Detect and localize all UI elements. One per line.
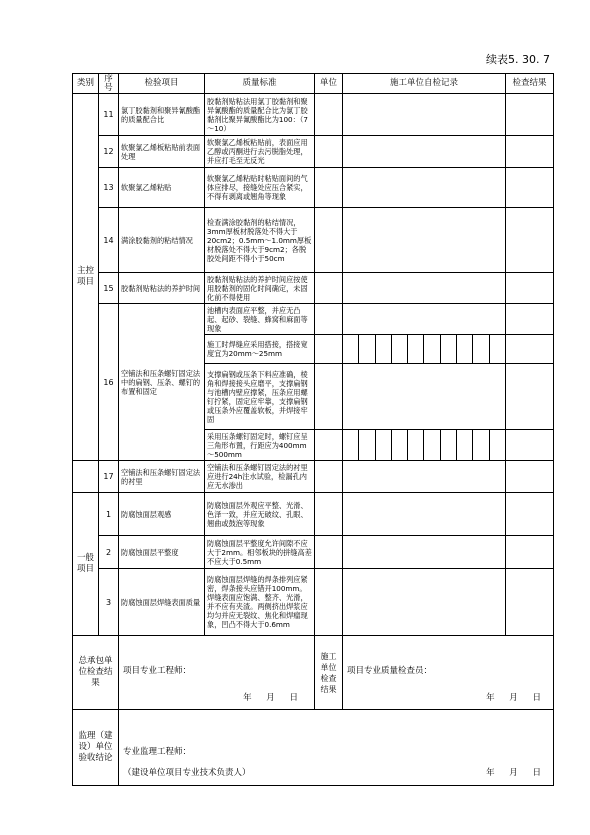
unit-cell[interactable] xyxy=(315,569,343,636)
unit-cell[interactable] xyxy=(315,168,343,208)
record-cell[interactable] xyxy=(343,536,506,569)
supervisor-label: 监理（建设）单位验收结论 xyxy=(73,710,119,786)
general-label: 一般 项目 xyxy=(73,493,99,636)
item-cell: 空铺法和压条螺钉固定法的衬里 xyxy=(119,461,205,493)
record-cell[interactable] xyxy=(343,168,506,208)
standard-cell: 软聚氯乙烯板粘贴前，表面应用乙醇或丙酮进行去污脱脂处理，并应打毛至无反光 xyxy=(205,136,315,168)
standard-cell: 检查满涂胶黏剂的粘结情况，3mm厚板材脱落处不得大于20cm2；0.5mm～1.0mm厚板材脱落处不得大于9cm2；各脱胶处间距不得小于50cm xyxy=(205,208,315,273)
item-cell: 满涂胶黏剂的粘结情况 xyxy=(119,208,205,273)
record-cell[interactable] xyxy=(343,569,506,636)
construction-sign-cell[interactable] xyxy=(343,636,554,710)
seq-cell: 15 xyxy=(99,273,119,304)
table-row xyxy=(73,273,554,304)
table-row xyxy=(73,493,554,536)
unit-cell[interactable] xyxy=(315,94,343,136)
standard-cell: 防腐蚀面层平整度允许间隙不应大于2mm。相邻板块的拼缝高差不应大于0.5mm xyxy=(205,536,315,569)
standard-cell: 防腐蚀面层焊缝的焊条排列应紧密，焊条接头应错开100mm。焊缝表面应饱满、整齐、光滑，并不应有夹渣。两侧挤出焊浆应均匀并应无裂纹、焦化和焊瘤现象，凹凸不得大于0.6mm xyxy=(205,569,315,636)
table-caption: 续表5. 30. 7 xyxy=(486,53,550,66)
unit-cell[interactable] xyxy=(315,430,343,461)
result-cell[interactable] xyxy=(506,364,554,430)
table-row xyxy=(73,304,554,335)
item-cell: 防腐蚀面层平整度 xyxy=(119,536,205,569)
result-cell[interactable] xyxy=(506,493,554,536)
header-standard: 质量标准 xyxy=(205,74,315,94)
unit-cell[interactable] xyxy=(315,364,343,430)
table-row xyxy=(73,208,554,273)
record-cell[interactable] xyxy=(343,304,506,335)
unit-cell[interactable] xyxy=(315,136,343,168)
unit-cell[interactable] xyxy=(315,493,343,536)
standard-cell: 支撑扁钢或压条下料应准确，棱角和焊接接头应磨平，支撑扁钢与池槽内壁应撑紧，压条应用螺钉拧紧，固定应牢靠，支撑扁钢或压条外应覆盖软板，并焊接牢固 xyxy=(205,364,315,430)
item-cell: 氯丁胶黏剂和聚异氰酸酯的质量配合比 xyxy=(119,94,205,136)
result-cell[interactable] xyxy=(506,136,554,168)
record-cell[interactable] xyxy=(343,136,506,168)
record-cell[interactable] xyxy=(343,273,506,304)
standard-cell: 防腐蚀面层外观应平整、光滑、色泽一致，并应无破纹、孔眼、翘曲或鼓泡等现象 xyxy=(205,493,315,536)
unit-cell[interactable] xyxy=(315,273,343,304)
standard-cell: 空铺法和压条螺钉固定法的衬里应进行24h注水试验，检漏孔内应无水渗出 xyxy=(205,461,315,493)
seq-cell: 16 xyxy=(99,304,119,461)
signature-row xyxy=(73,710,554,786)
table-row xyxy=(73,136,554,168)
header-record: 施工单位自检记录 xyxy=(343,74,506,94)
construction-date: 年 月 日 xyxy=(486,693,547,703)
supervisor-sign-cell[interactable] xyxy=(119,710,554,786)
contractor-label: 总承包单位检查结果 xyxy=(73,636,119,710)
result-cell[interactable] xyxy=(506,168,554,208)
item-cell: 胶黏剂贴粘法的养护时间 xyxy=(119,273,205,304)
construction-inspector: 项目专业质量检查员： xyxy=(347,666,433,676)
item-cell: 防腐蚀面层观感 xyxy=(119,493,205,536)
table-row xyxy=(73,461,554,493)
supervisor-engineer: 专业监理工程师： xyxy=(123,747,192,757)
seq-cell: 17 xyxy=(99,461,119,493)
result-cell[interactable] xyxy=(506,461,554,493)
record-boxes xyxy=(343,430,505,460)
inspection-table xyxy=(72,73,554,786)
seq-cell: 12 xyxy=(99,136,119,168)
signature-row xyxy=(73,636,554,710)
item-cell: 防腐蚀面层焊缝表面质量 xyxy=(119,569,205,636)
record-cell[interactable] xyxy=(343,364,506,430)
seq-cell: 3 xyxy=(99,569,119,636)
header-item: 检验项目 xyxy=(119,74,205,94)
table-row xyxy=(73,168,554,208)
unit-cell[interactable] xyxy=(315,461,343,493)
unit-cell[interactable] xyxy=(315,335,343,364)
contractor-sign-cell[interactable] xyxy=(119,636,315,710)
table-row xyxy=(73,94,554,136)
table-row xyxy=(73,536,554,569)
construction-label: 施工单位检查结果 xyxy=(315,636,343,710)
record-cell[interactable] xyxy=(343,208,506,273)
header-result: 检查结果 xyxy=(506,74,554,94)
standard-cell: 池槽内表面应平整，并应无凸起、起砂、裂缝、蜂窝和麻面等现象 xyxy=(205,304,315,335)
unit-cell[interactable] xyxy=(315,536,343,569)
result-cell[interactable] xyxy=(506,273,554,304)
standard-cell: 胶黏剂贴粘法用氯丁胶黏剂和聚异氰酸酯的质量配合比为氯丁胶黏剂比聚异氰酸酯比为100：（7～10） xyxy=(205,94,315,136)
seq-cell: 1 xyxy=(99,493,119,536)
record-grid[interactable] xyxy=(343,430,506,461)
standard-cell: 施工时焊缝应采用搭接，搭接宽度宜为20mm～25mm xyxy=(205,335,315,364)
header-category: 类别 xyxy=(73,74,99,94)
standard-cell: 软聚氯乙烯粘贴时粘贴面间的气体应排尽，接缝处应压合紧实，不得有剥离或翘角等现象 xyxy=(205,168,315,208)
standard-cell: 采用压条螺钉固定时，螺钉应呈三角形布置，行距应为400mm～500mm xyxy=(205,430,315,461)
supervisor-note: （建设单位项目专业技术负责人） xyxy=(123,768,251,778)
seq-cell: 14 xyxy=(99,208,119,273)
header-row xyxy=(73,74,554,94)
category-continuation xyxy=(73,461,99,493)
record-cell[interactable] xyxy=(343,461,506,493)
result-cell[interactable] xyxy=(506,208,554,273)
header-unit: 单位 xyxy=(315,74,343,94)
item-cell: 软聚氯乙烯粘贴 xyxy=(119,168,205,208)
table-row xyxy=(73,569,554,636)
record-cell[interactable] xyxy=(343,493,506,536)
result-cell[interactable] xyxy=(506,94,554,136)
result-cell[interactable] xyxy=(506,430,554,461)
result-cell[interactable] xyxy=(506,569,554,636)
header-seq: 序号 xyxy=(99,74,119,94)
result-cell[interactable] xyxy=(506,536,554,569)
main-control-label: 主控 项目 xyxy=(73,94,99,461)
supervisor-date: 年 月 日 xyxy=(486,768,547,778)
standard-cell: 胶黏剂贴粘法的养护时间应按使用胶黏剂的固化时间确定，未固化前不得使用 xyxy=(205,273,315,304)
item-cell: 软聚氯乙烯板粘贴前表面处理 xyxy=(119,136,205,168)
result-cell[interactable] xyxy=(506,335,554,364)
record-grid[interactable] xyxy=(343,335,506,364)
record-boxes xyxy=(343,335,505,363)
contractor-engineer: 项目专业工程师： xyxy=(123,666,192,676)
seq-cell: 13 xyxy=(99,168,119,208)
item-cell: 空铺法和压条螺钉固定法中的扁钢、压条、螺钉的布置和固定 xyxy=(119,304,205,461)
record-cell[interactable] xyxy=(343,94,506,136)
unit-cell[interactable] xyxy=(315,208,343,273)
seq-cell: 11 xyxy=(99,94,119,136)
contractor-date: 年 月 日 xyxy=(243,693,304,703)
seq-cell: 2 xyxy=(99,536,119,569)
unit-cell[interactable] xyxy=(315,304,343,335)
result-cell[interactable] xyxy=(506,304,554,335)
